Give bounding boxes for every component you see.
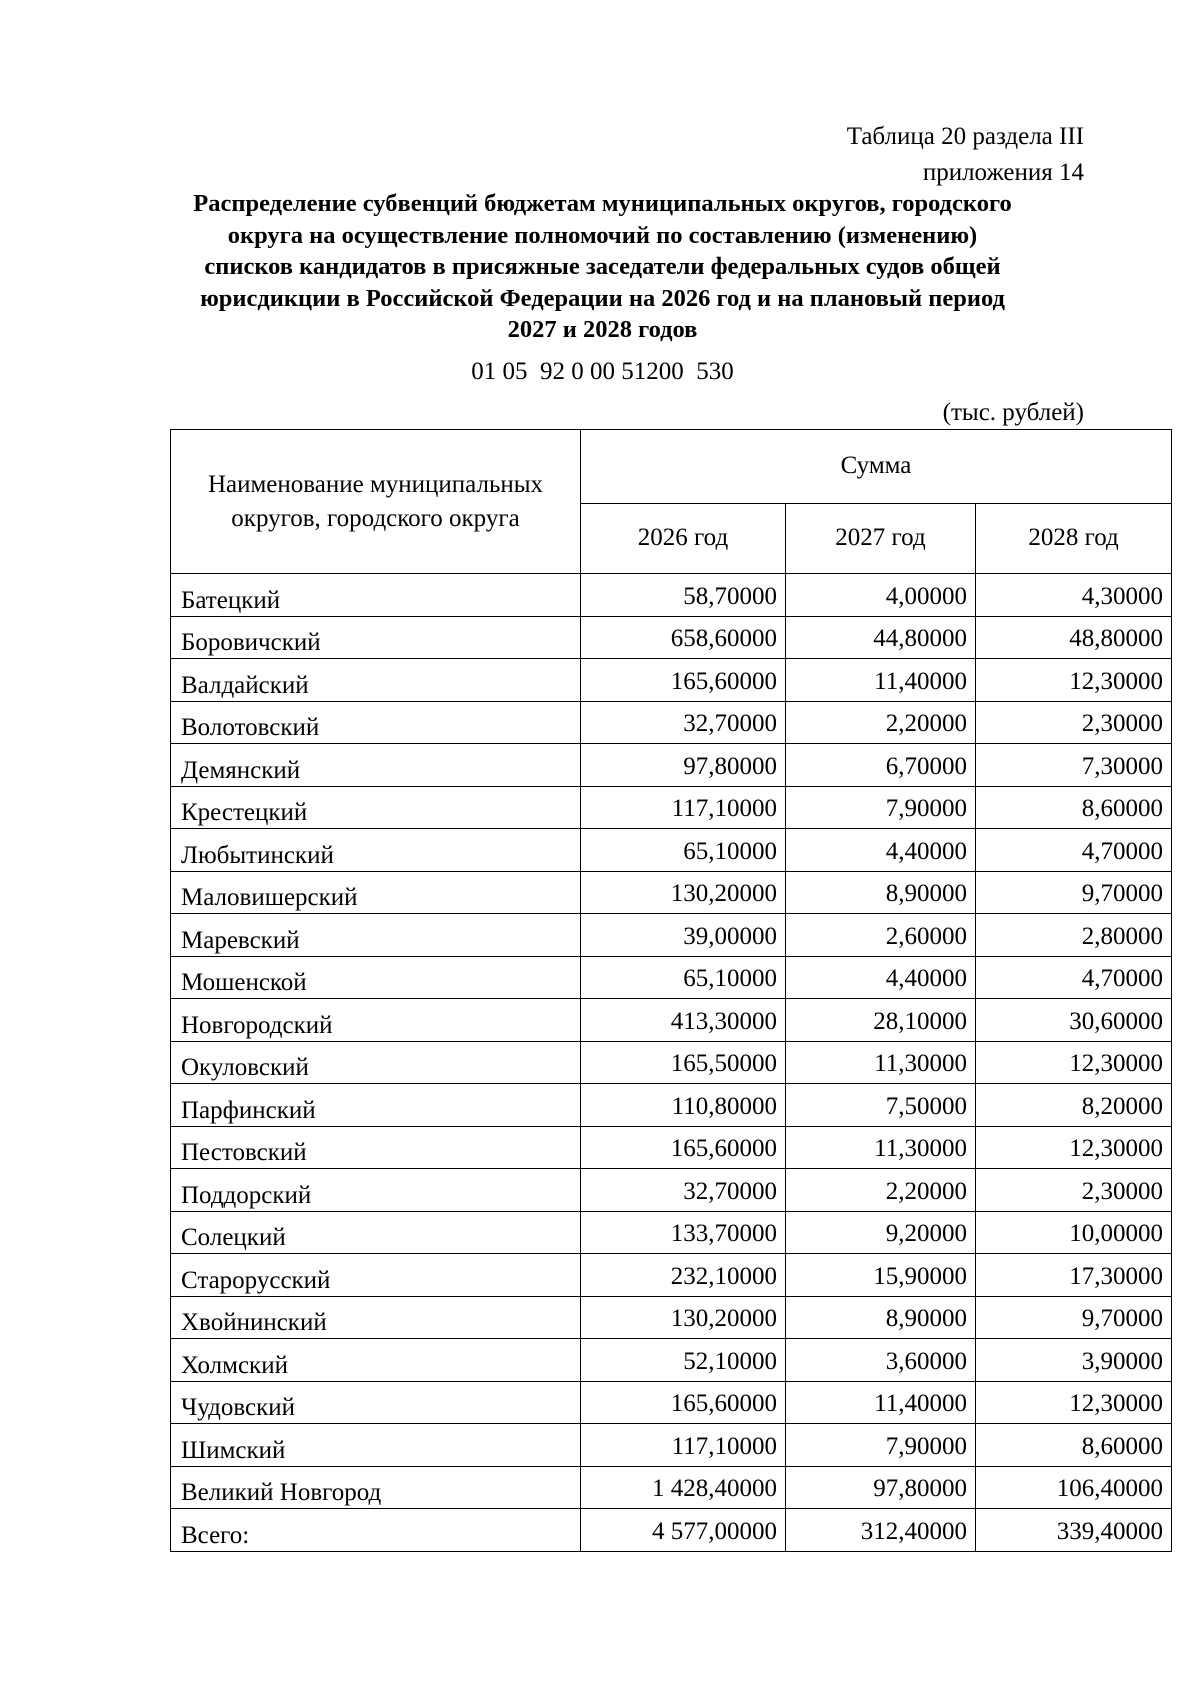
table-row — [171, 871, 1172, 914]
title-line: 2027 и 2028 годов — [507, 316, 698, 343]
table-row — [171, 1211, 1172, 1254]
amount-2028: 9,70000 — [976, 1296, 1172, 1339]
amount-2026: 58,70000 — [581, 574, 786, 617]
title-line: юрисдикции в Российской Федерации на 2026 год и на плановый период — [200, 284, 1005, 312]
amount-2026: 133,70000 — [581, 1211, 786, 1254]
table-row — [171, 786, 1172, 829]
district-name: Солецкий — [171, 1211, 581, 1254]
subvention-table — [170, 429, 1172, 1552]
amount-2028: 8,20000 — [976, 1084, 1172, 1127]
district-name: Шимский — [171, 1424, 581, 1467]
amount-2027: 28,10000 — [786, 999, 976, 1042]
amount-2028: 12,30000 — [976, 1126, 1172, 1169]
district-name: Поддорский — [171, 1169, 581, 1212]
table-row — [171, 1424, 1172, 1467]
amount-2027: 7,90000 — [786, 1424, 976, 1467]
district-name: Волотовский — [171, 701, 581, 744]
total-label: Всего: — [171, 1509, 581, 1552]
column-header-name — [171, 430, 581, 574]
table-row — [171, 956, 1172, 999]
column-header-2026: 2026 год — [581, 503, 786, 574]
amount-2027: 97,80000 — [786, 1466, 976, 1509]
district-name: Батецкий — [171, 574, 581, 617]
district-name: Маловишерский — [171, 871, 581, 914]
amount-2028: 4,70000 — [976, 829, 1172, 872]
district-name: Любытинский — [171, 829, 581, 872]
amount-2027: 8,90000 — [786, 1296, 976, 1339]
table-row — [171, 999, 1172, 1042]
table-row — [171, 829, 1172, 872]
amount-2026: 32,70000 — [581, 1169, 786, 1212]
table-row — [171, 1084, 1172, 1127]
table-row — [171, 1296, 1172, 1339]
district-name: Старорусский — [171, 1254, 581, 1297]
amount-2028: 3,90000 — [976, 1339, 1172, 1382]
district-name: Крестецкий — [171, 786, 581, 829]
amount-2026: 117,10000 — [581, 1424, 786, 1467]
title-line: Распределение субвенций бюджетам муниципальных округов, городского — [193, 190, 1012, 217]
amount-2026: 130,20000 — [581, 871, 786, 914]
amount-2026: 165,50000 — [581, 1041, 786, 1084]
table-row — [171, 616, 1172, 659]
table-body — [171, 574, 1172, 1552]
amount-2026: 97,80000 — [581, 744, 786, 787]
district-name: Боровичский — [171, 616, 581, 659]
amount-2028: 10,00000 — [976, 1211, 1172, 1254]
table-row — [171, 744, 1172, 787]
table-reference: Таблица 20 раздела III — [846, 123, 1084, 150]
table-row — [171, 1339, 1172, 1382]
amount-2027: 7,50000 — [786, 1084, 976, 1127]
amount-2027: 11,30000 — [786, 1041, 976, 1084]
amount-2028: 7,30000 — [976, 744, 1172, 787]
district-name: Парфинский — [171, 1084, 581, 1127]
budget-classification-code: 01 05 92 0 00 51200 530 — [471, 358, 734, 385]
amount-2027: 44,80000 — [786, 616, 976, 659]
table-row — [171, 659, 1172, 702]
amount-2026: 110,80000 — [581, 1084, 786, 1127]
amount-2028: 106,40000 — [976, 1466, 1172, 1509]
amount-2027: 4,40000 — [786, 956, 976, 999]
amount-2027: 6,70000 — [786, 744, 976, 787]
amount-2027: 9,20000 — [786, 1211, 976, 1254]
amount-2027: 2,20000 — [786, 1169, 976, 1212]
document-title — [160, 188, 1045, 346]
amount-2026: 130,20000 — [581, 1296, 786, 1339]
amount-2026: 65,10000 — [581, 956, 786, 999]
table-row — [171, 914, 1172, 957]
district-name: Окуловский — [171, 1041, 581, 1084]
amount-2026: 165,60000 — [581, 1381, 786, 1424]
amount-2028: 17,30000 — [976, 1254, 1172, 1297]
table-row — [171, 701, 1172, 744]
district-name: Чудовский — [171, 1381, 581, 1424]
amount-2027: 3,60000 — [786, 1339, 976, 1382]
amount-2027: 11,40000 — [786, 659, 976, 702]
total-row — [171, 1509, 1172, 1552]
title-line: округа на осуществление полномочий по составлению (изменению) — [227, 221, 978, 249]
amount-2028: 4,70000 — [976, 956, 1172, 999]
amount-2028: 9,70000 — [976, 871, 1172, 914]
amount-2028: 48,80000 — [976, 616, 1172, 659]
table-row — [171, 1169, 1172, 1212]
amount-2028: 12,30000 — [976, 659, 1172, 702]
district-name: Демянский — [171, 744, 581, 787]
column-header-sum: Сумма — [581, 430, 1172, 504]
column-header-2027: 2027 год — [786, 503, 976, 574]
amount-2026: 658,60000 — [581, 616, 786, 659]
amount-2028: 2,30000 — [976, 701, 1172, 744]
total-2026: 4 577,00000 — [581, 1509, 786, 1552]
district-name: Маревский — [171, 914, 581, 957]
amount-2026: 165,60000 — [581, 659, 786, 702]
amount-2026: 165,60000 — [581, 1126, 786, 1169]
amount-2027: 4,00000 — [786, 574, 976, 617]
district-name: Пестовский — [171, 1126, 581, 1169]
amount-2027: 8,90000 — [786, 871, 976, 914]
table-row — [171, 1126, 1172, 1169]
amount-2026: 52,10000 — [581, 1339, 786, 1382]
total-2027: 312,40000 — [786, 1509, 976, 1552]
amount-2026: 413,30000 — [581, 999, 786, 1042]
amount-2028: 12,30000 — [976, 1041, 1172, 1084]
amount-2027: 11,40000 — [786, 1381, 976, 1424]
amount-2027: 4,40000 — [786, 829, 976, 872]
district-name: Хвойнинский — [171, 1296, 581, 1339]
appendix-reference: приложения 14 — [922, 159, 1084, 186]
total-2028: 339,40000 — [976, 1509, 1172, 1552]
table-row — [171, 1466, 1172, 1509]
amount-2028: 8,60000 — [976, 1424, 1172, 1467]
amount-2027: 2,20000 — [786, 701, 976, 744]
district-name: Валдайский — [171, 659, 581, 702]
amount-2026: 39,00000 — [581, 914, 786, 957]
district-name: Новгородский — [171, 999, 581, 1042]
amount-2026: 232,10000 — [581, 1254, 786, 1297]
title-line: списков кандидатов в присяжные заседатели федеральных судов общей — [204, 253, 1001, 280]
table-row — [171, 1381, 1172, 1424]
amount-2028: 4,30000 — [976, 574, 1172, 617]
amount-2027: 11,30000 — [786, 1126, 976, 1169]
table-row — [171, 574, 1172, 617]
table-row — [171, 1254, 1172, 1297]
amount-2027: 15,90000 — [786, 1254, 976, 1297]
amount-2026: 1 428,40000 — [581, 1466, 786, 1509]
amount-2028: 8,60000 — [976, 786, 1172, 829]
amount-2026: 32,70000 — [581, 701, 786, 744]
district-name: Мошенской — [171, 956, 581, 999]
table-row — [171, 1041, 1172, 1084]
amount-2028: 30,60000 — [976, 999, 1172, 1042]
amount-2026: 65,10000 — [581, 829, 786, 872]
district-name: Холмский — [171, 1339, 581, 1382]
units-label: (тыс. рублей) — [942, 399, 1084, 426]
column-header-name-line: округов, городского округа — [231, 504, 520, 532]
column-header-2028: 2028 год — [976, 503, 1172, 574]
district-name: Великий Новгород — [171, 1466, 581, 1509]
amount-2028: 12,30000 — [976, 1381, 1172, 1424]
amount-2026: 117,10000 — [581, 786, 786, 829]
amount-2028: 2,30000 — [976, 1169, 1172, 1212]
amount-2027: 2,60000 — [786, 914, 976, 957]
column-header-name-line: Наименование муниципальных — [207, 470, 544, 498]
amount-2028: 2,80000 — [976, 914, 1172, 957]
amount-2027: 7,90000 — [786, 786, 976, 829]
